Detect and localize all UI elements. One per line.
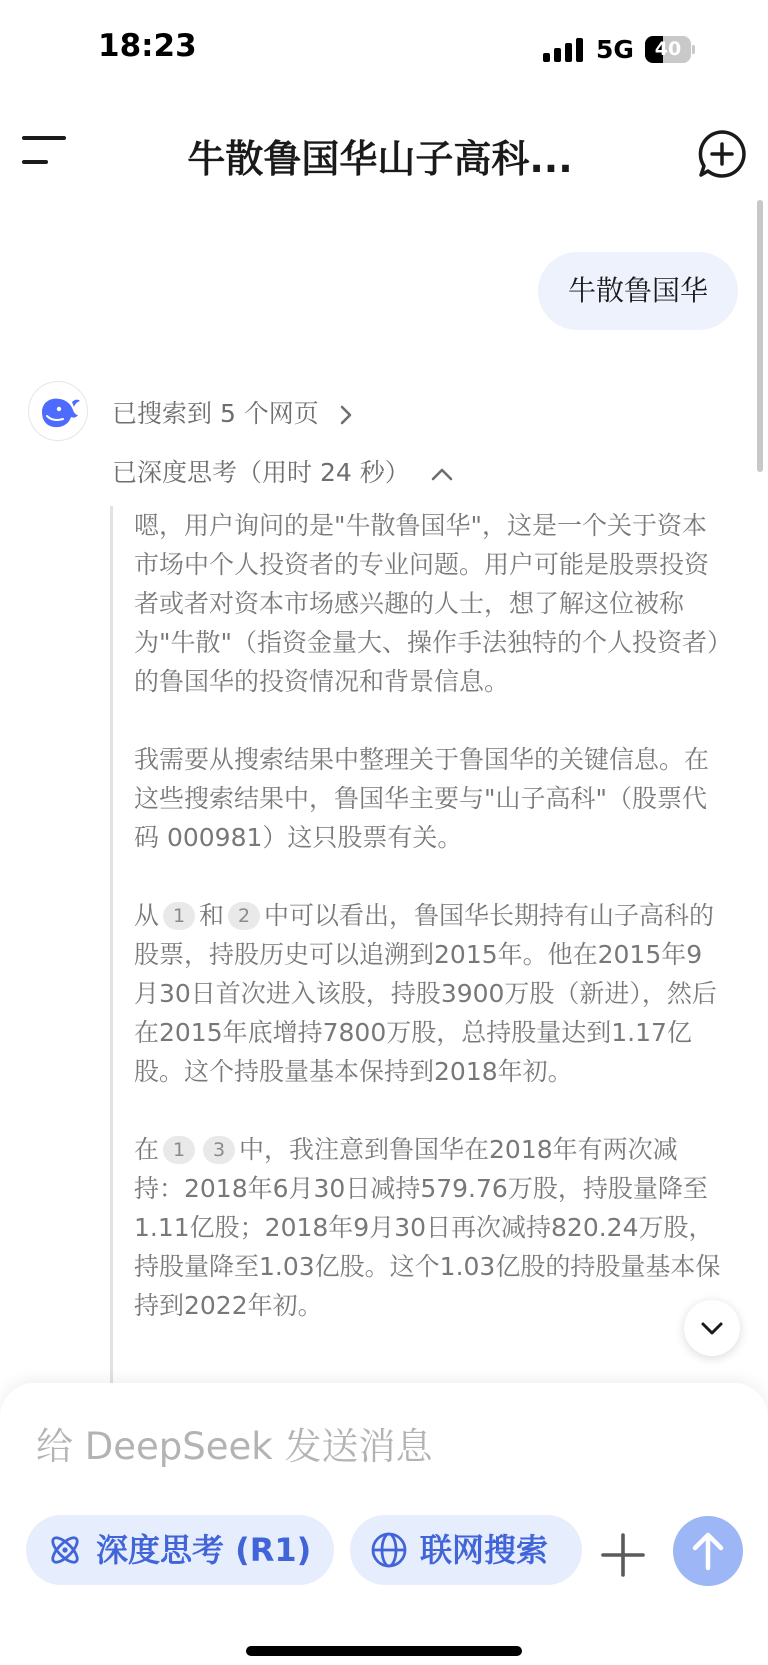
scrollbar[interactable] [757, 200, 763, 472]
atom-icon [46, 1531, 84, 1569]
citation-badge[interactable]: 1 [163, 902, 195, 930]
battery-level: 40 [654, 38, 682, 60]
search-summary: 已搜索到 5 个网页 [112, 399, 319, 428]
chevron-right-icon [339, 404, 353, 426]
deep-think-label: 深度思考 (R1) [96, 1531, 312, 1569]
message-composer [0, 1383, 768, 1665]
chevron-down-icon [684, 1300, 740, 1356]
thinking-summary: 已深度思考（用时 24 秒） [112, 458, 410, 487]
arrow-up-icon [673, 1516, 743, 1586]
web-search-label: 联网搜索 [420, 1531, 549, 1569]
thinking-toggle[interactable] [112, 453, 454, 489]
thinking-content [110, 506, 725, 1386]
chat-title: 牛散鲁国华山子高科... [187, 137, 573, 181]
home-indicator [246, 1646, 522, 1656]
thinking-paragraph: 从 1 和 2 中可以看出，鲁国华长期持有山子高科的股票，持股历史可以追溯到2015年。他在2015年9月30日首次进入该股，持股3900万股（新进），然后在2015年底增持7800万股，总持股量达到1.17亿股。这个持股量基本保持到2018年初。 [134, 901, 717, 1086]
new-chat-icon[interactable] [696, 128, 748, 180]
globe-icon [370, 1531, 408, 1569]
network-type: 5G [596, 35, 634, 64]
status-time: 18:23 [98, 28, 197, 64]
web-search-toggle[interactable] [350, 1515, 582, 1585]
send-button[interactable] [673, 1516, 743, 1586]
deepseek-whale-icon [28, 381, 88, 441]
menu-icon[interactable] [22, 134, 66, 166]
thinking-paragraph: 我需要从搜索结果中整理关于鲁国华的关键信息。在这些搜索结果中，鲁国华主要与"山子高科"（股票代码 000981）这只股票有关。 [134, 745, 710, 852]
thinking-paragraph: 在 1 3 中，我注意到鲁国华在2018年有两次减持：2018年6月30日减持579.76万股，持股量降至1.11亿股；2018年9月30日再次减持820.24万股，持股量降至1.03亿股。这个1.03亿股的持股量基本保持到2022年初。 [134, 1135, 721, 1320]
search-results-toggle[interactable] [112, 394, 353, 430]
thinking-paragraph: 嗯，用户询问的是"牛散鲁国华"，这是一个关于资本市场中个人投资者的专业问题。用户可能是股票投资者或者对资本市场感兴趣的人士，想了解这位被称为"牛散"（指资金量大、操作手法独特的个人投资者）的鲁国华的投资情况和背景信息。 [134, 511, 720, 696]
user-message-bubble: 牛散鲁国华 [538, 252, 738, 330]
signal-icon [543, 38, 583, 62]
plus-icon[interactable] [601, 1533, 645, 1577]
citation-badge[interactable]: 3 [203, 1136, 235, 1164]
scroll-to-bottom-button[interactable] [684, 1300, 740, 1356]
chevron-up-icon [430, 466, 454, 482]
battery-icon [645, 36, 695, 63]
citation-badge[interactable]: 2 [228, 902, 260, 930]
message-input[interactable] [36, 1425, 696, 1468]
citation-badge[interactable]: 1 [163, 1136, 195, 1164]
deep-think-toggle[interactable] [26, 1515, 334, 1585]
